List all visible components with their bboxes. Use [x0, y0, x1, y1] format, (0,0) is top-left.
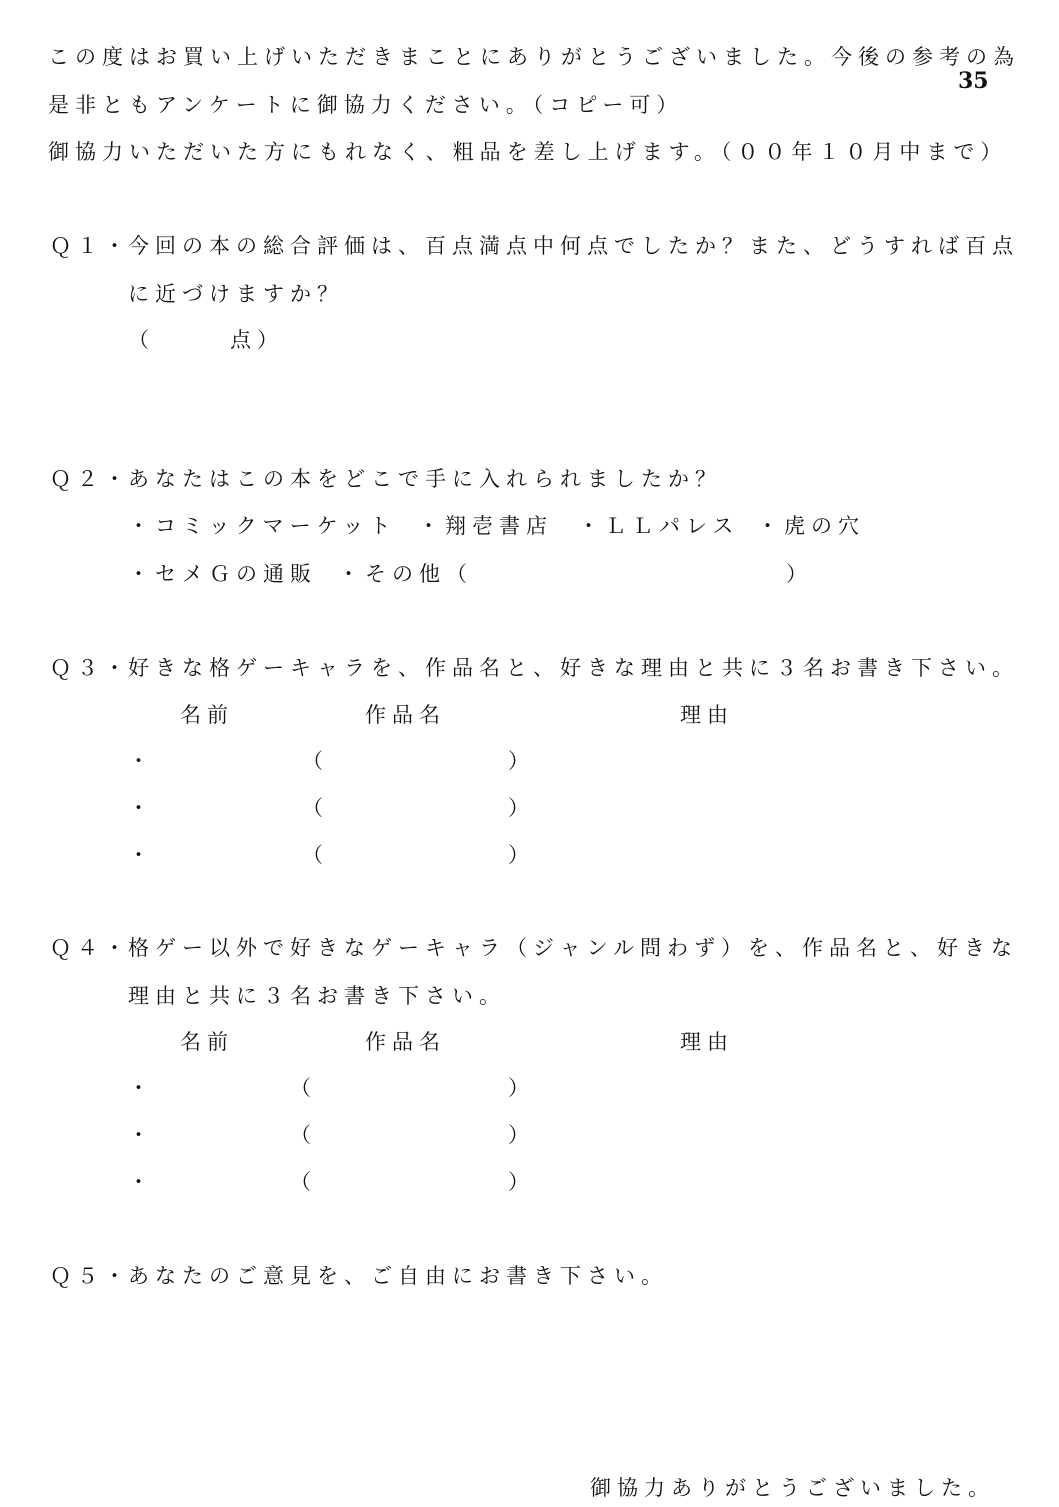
q4-text: 格ゲー以外で好きなゲーキャラ（ジャンル問わず）を、作品名と、好きな	[128, 936, 1019, 960]
q3-header-name: 名前	[180, 703, 234, 727]
q3-label: Ｑ３・	[50, 656, 131, 680]
q3-header-title: 作品名	[365, 703, 446, 727]
q5-text: あなたのご意見を、ご自由にお書き下さい。	[128, 1264, 668, 1288]
q2-option-mail-order: ・セメＧの通販	[128, 562, 317, 586]
q3-row-3-open: （	[302, 843, 329, 867]
q2-label: Ｑ２・	[50, 467, 131, 491]
q2-option-comic-market: ・コミックマーケット	[128, 514, 397, 538]
q3-row-2-open: （	[302, 796, 329, 820]
q4-row-2-open: （	[290, 1123, 317, 1147]
q3-row-1-close: ）	[508, 749, 535, 773]
q1-score-close: 点）	[230, 328, 284, 352]
q1-score-open: （	[128, 328, 155, 352]
q1-label: Ｑ１・	[50, 234, 131, 258]
q3-header-reason: 理由	[680, 703, 734, 727]
intro-line-1: この度はお買い上げいただきまことにありがとうございました。今後の参考の為	[48, 45, 1020, 69]
closing-thanks: 御協力ありがとうございました。	[590, 1476, 995, 1500]
intro-line-2: 是非ともアンケートに御協力ください。（コピー可）	[48, 93, 684, 117]
intro-line-3: 御協力いただいた方にもれなく、粗品を差し上げます。（００年１０月中まで）	[48, 140, 1008, 164]
q4-row-1-bullet: ・	[128, 1076, 155, 1100]
q2-option-ll-palace: ・ＬＬパレス	[578, 514, 740, 538]
q4-header-title: 作品名	[365, 1030, 446, 1054]
q4-row-3-bullet: ・	[128, 1170, 155, 1194]
q1-text-2: に近づけますか？	[128, 282, 344, 306]
q4-label: Ｑ４・	[50, 936, 131, 960]
q4-row-3-close: ）	[508, 1170, 535, 1194]
q4-header-name: 名前	[180, 1030, 234, 1054]
q4-row-2-bullet: ・	[128, 1123, 155, 1147]
q2-option-other: ・その他（	[338, 562, 473, 586]
q4-row-1-open: （	[290, 1076, 317, 1100]
q3-row-2-bullet: ・	[128, 796, 155, 820]
q3-row-1-bullet: ・	[128, 749, 155, 773]
q4-header-reason: 理由	[680, 1030, 734, 1054]
q2-other-close: ）	[786, 562, 813, 586]
q2-option-shoichi-shoten: ・翔壱書店	[418, 514, 553, 538]
q3-row-1-open: （	[302, 749, 329, 773]
q2-text: あなたはこの本をどこで手に入れられましたか？	[128, 467, 722, 491]
q4-row-1-close: ）	[508, 1076, 535, 1100]
page-number: 35	[958, 68, 989, 94]
q3-text: 好きな格ゲーキャラを、作品名と、好きな理由と共に３名お書き下さい。	[128, 656, 1019, 680]
q4-row-2-close: ）	[508, 1123, 535, 1147]
q2-option-toranoana: ・虎の穴	[757, 514, 865, 538]
q3-row-2-close: ）	[508, 796, 535, 820]
q3-row-3-bullet: ・	[128, 843, 155, 867]
q5-label: Ｑ５・	[50, 1264, 131, 1288]
q4-text-2: 理由と共に３名お書き下さい。	[128, 984, 506, 1008]
q4-row-3-open: （	[290, 1170, 317, 1194]
q3-row-3-close: ）	[508, 843, 535, 867]
q1-text: 今回の本の総合評価は、百点満点中何点でしたか？また、どうすれば百点	[128, 234, 1019, 258]
